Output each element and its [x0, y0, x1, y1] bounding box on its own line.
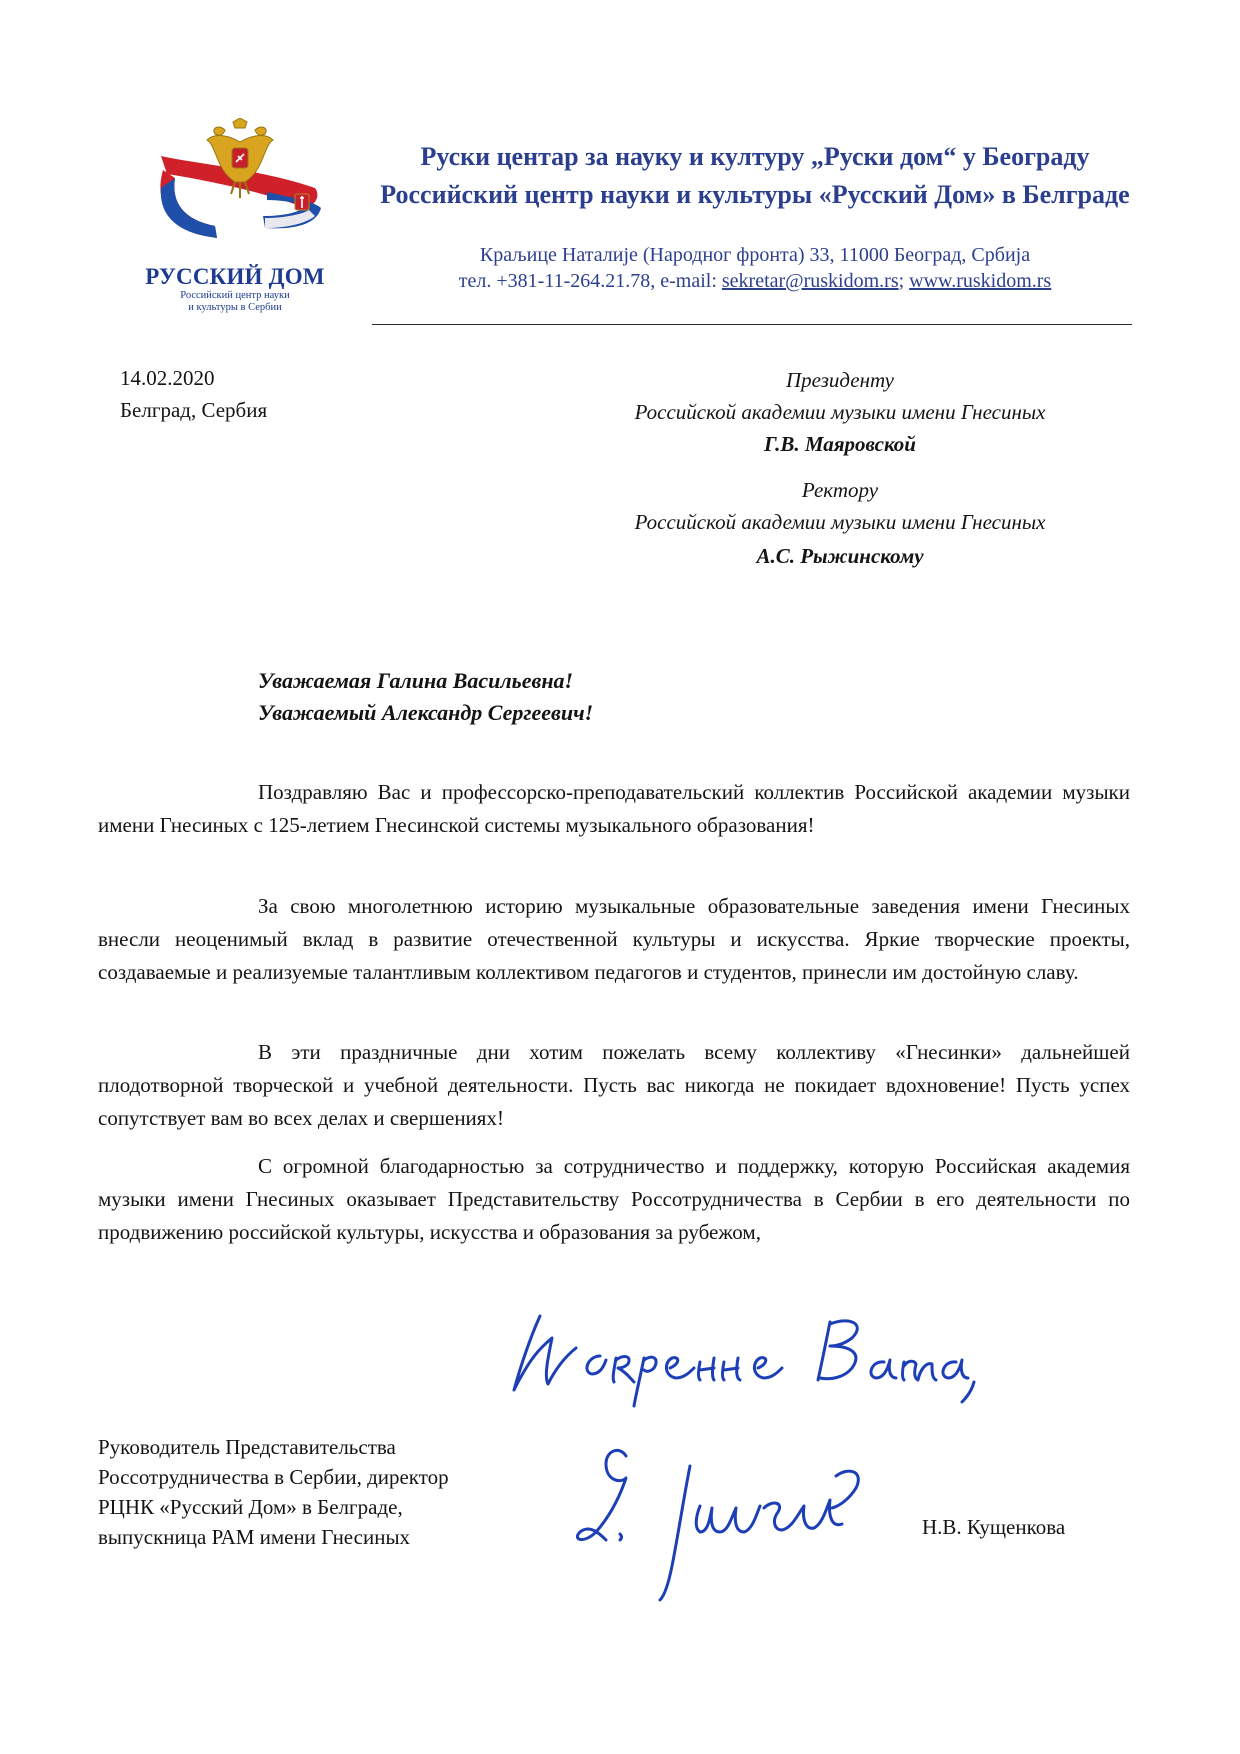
- body-paragraph-1-text: Поздравляю Вас и профессорско-преподавательский коллектив Российской академии музыки имени Гнесиных с 125-летием Гнесинской системы музыкального образования!: [98, 780, 1130, 837]
- letter-date: 14.02.2020: [120, 366, 215, 390]
- addressee-1-name: Г.В. Маяровской: [763, 432, 916, 456]
- organization-address: Краљице Наталије (Народног фронта) 33, 11000 Београд, Србија: [479, 244, 1031, 266]
- addressee-1-organization: Российской академии музыки имени Гнесиных: [634, 400, 1046, 424]
- addressee-2-title: Ректору: [801, 478, 879, 502]
- signer-position-line-2: Россотрудничества в Сербии, директор: [98, 1465, 449, 1489]
- salutation-line-1: Уважаемая Галина Васильевна!: [258, 668, 574, 693]
- website-link[interactable]: www.ruskidom.rs: [909, 270, 1052, 292]
- logo-subtitle-line-2: и культуры в Сербии: [188, 302, 282, 313]
- signer-position: [98, 1432, 538, 1552]
- letter-place: Белград, Сербия: [120, 398, 268, 422]
- logo-subtitle: [120, 290, 350, 314]
- logo-title: РУССКИЙ ДОМ: [145, 264, 325, 289]
- body-paragraph-3-text: В эти праздничные дни хотим пожелать всему коллективу «Гнесинки» дальнейшей плодотворной творческой и учебной деятельности. Пусть вас никогда не покидает вдохновение! Пусть успех сопутствует вам во всех делах и свершениях!: [98, 1040, 1130, 1130]
- email-link[interactable]: sekretar@ruskidom.rs: [721, 270, 899, 292]
- organization-name-russian: Российский центр науки и культуры «Русский Дом» в Белграде: [380, 180, 1130, 209]
- salutation-line-2: Уважаемый Александр Сергеевич!: [258, 700, 594, 725]
- signer-name: Н.В. Кущенкова: [922, 1515, 1066, 1539]
- body-paragraph-3: [98, 1036, 1130, 1135]
- signer-position-line-1: Руководитель Представительства: [98, 1435, 396, 1459]
- logo-subtitle-line-1: Российский центр науки: [180, 290, 290, 301]
- organization-name-serbian: Руски центар за науку и културу „Руски дом“ у Београду: [420, 142, 1090, 171]
- organization-contacts: [360, 270, 1150, 293]
- handwritten-closing-icon: [500, 1298, 980, 1408]
- signer-position-line-3: РЦНК «Русский Дом» в Белграде,: [98, 1495, 403, 1519]
- contacts-separator: ;: [898, 270, 910, 292]
- addressee-2-name: А.С. Рыжинскому: [756, 544, 924, 568]
- body-paragraph-4-text: С огромной благодарностью за сотрудничество и поддержку, которую Российская академия музыки имени Гнесиных оказывает Представительству Россотрудничества в Сербии в его деятельности по продвижению российской культуры, искусства и образования за рубежом,: [98, 1154, 1130, 1244]
- handwritten-signature: [560, 1436, 880, 1616]
- handwritten-closing: [500, 1298, 980, 1408]
- signature-icon: [560, 1436, 880, 1616]
- coat-of-arms-icon: [145, 118, 335, 268]
- signer-position-line-4: выпускница РАМ имени Гнесиных: [98, 1525, 411, 1549]
- letterhead-divider: [372, 324, 1132, 325]
- addressee-2-organization: Российской академии музыки имени Гнесиных: [634, 510, 1046, 534]
- phone-and-email-label: тел. +381-11-264.21.78, e-mail:: [458, 270, 722, 292]
- body-paragraph-1: [98, 776, 1130, 842]
- addressee-1-title: Президенту: [786, 368, 894, 392]
- body-paragraph-4: [98, 1150, 1130, 1249]
- body-paragraph-2-text: За свою многолетнюю историю музыкальные образовательные заведения имени Гнесиных внесли неоценимый вклад в развитие отечественной культуры и искусства. Яркие творческие проекты, создаваемые и реализуемые талантливым коллективом педагогов и студентов, принесли им достойную славу.: [98, 894, 1130, 984]
- body-paragraph-2: [98, 890, 1130, 989]
